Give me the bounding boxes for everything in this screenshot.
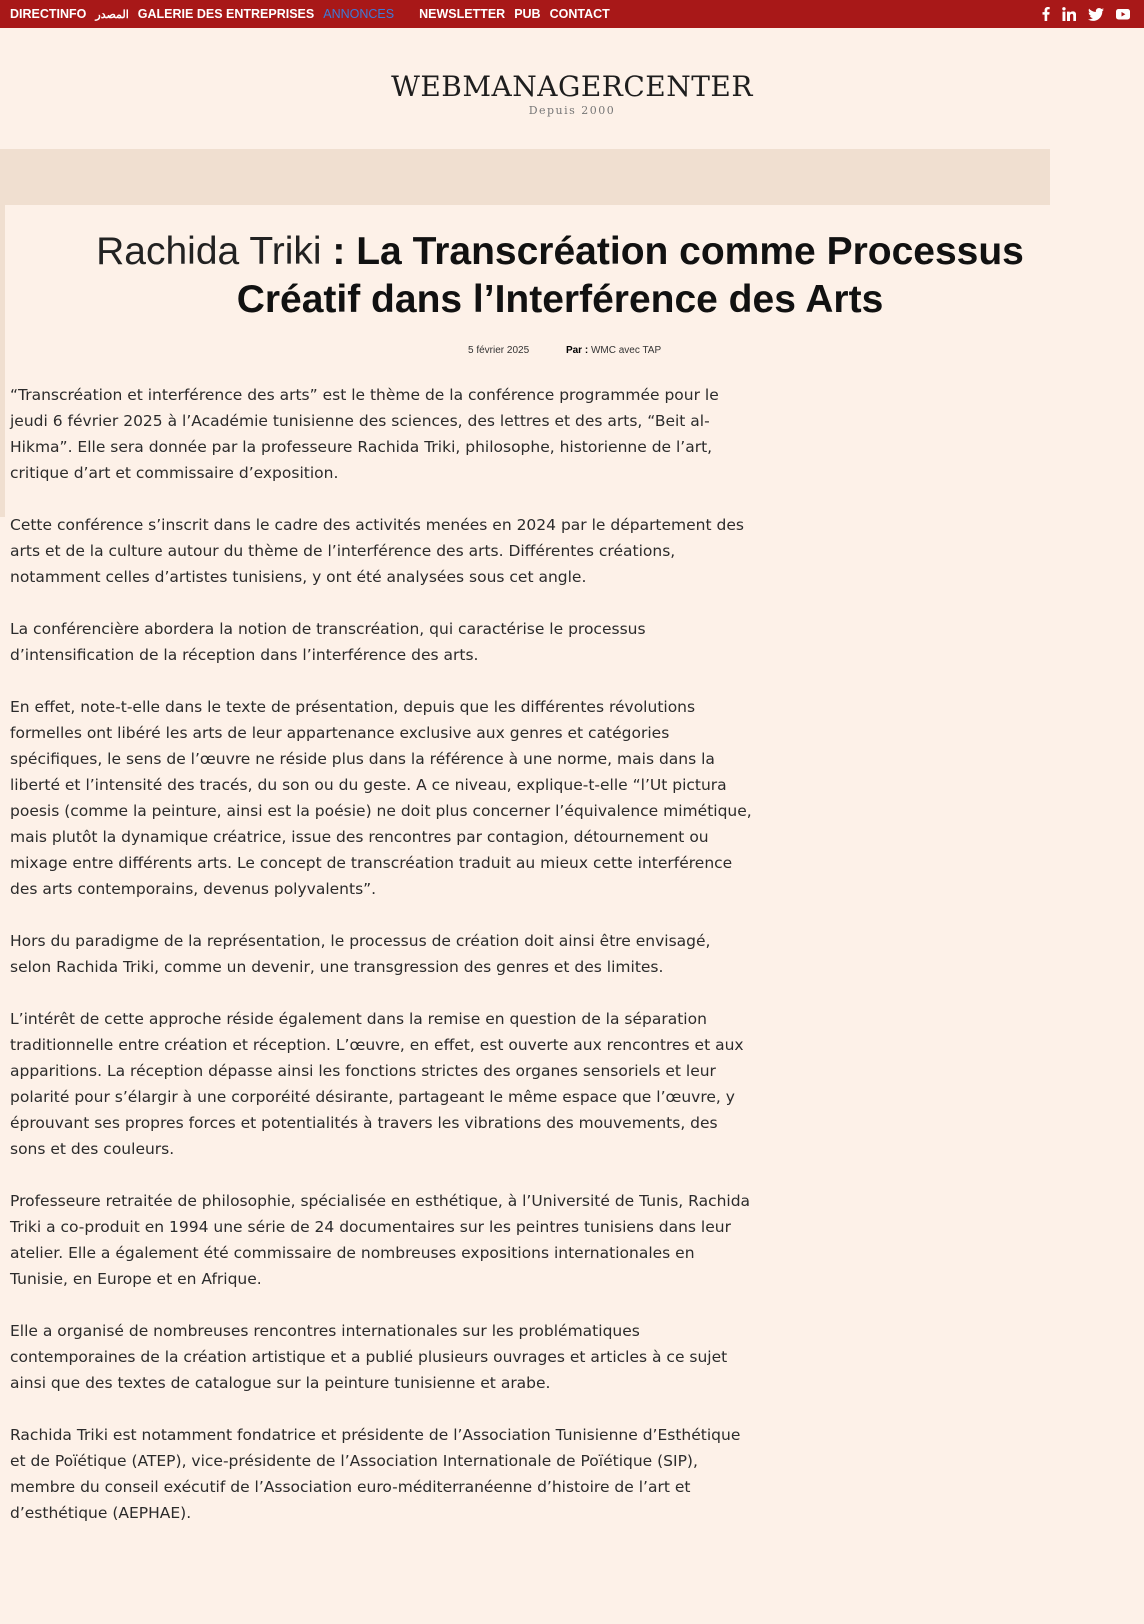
social-links xyxy=(1042,0,1130,28)
article-title xyxy=(60,228,1060,324)
nav-link-pub[interactable]: PUB xyxy=(514,7,541,21)
nav-link-galerie[interactable]: GALERIE DES ENTREPRISES xyxy=(137,7,315,21)
masthead xyxy=(0,28,1144,148)
article-paragraph: Rachida Triki est notamment fondatrice et présidente de l’Association Tunisienne d’Esthétique et de Poïétique (ATEP), vice-présidente de l’Association Internationale de Poïétique (SIP), membre du conseil exécutif de l’Association euro-méditerranéenne d’histoire de l’art et d’esthétique (AEPHAE). xyxy=(10,1426,741,1522)
article-paragraph: La conférencière abordera la notion de transcréation, qui caractérise le processus d’intensification de la réception dans l’interférence des arts. xyxy=(10,620,646,664)
article-paragraph: Elle a organisé de nombreuses rencontres internationales sur les problématiques contemporaines de la création artistique et a publié plusieurs ouvrages et articles à ce sujet ainsi que des textes de catalogue sur la peinture tunisienne et arabe. xyxy=(10,1322,728,1392)
article-paragraph: Professeure retraitée de philosophie, spécialisée en esthétique, à l’Université de Tunis, Rachida Triki a co-produit en 1994 une série de 24 documentaires sur les peintres tunisiens dans leur atelier. Elle a également été commissaire de nombreuses expositions internationales en Tunisie, en Europe et en Afrique. xyxy=(10,1192,751,1288)
article-meta xyxy=(468,345,661,356)
article-paragraph: En effet, note-t-elle dans le texte de présentation, depuis que les différentes révolutions formelles ont libéré les arts de leur appartenance exclusive aux genres et catégories spécifiques, le sens de l’œuvre ne réside plus dans la référence à une norme, mais dans la liberté et l’intensité des tracés, du son ou du geste. A ce niveau, explique-t-elle “l’Ut pictura poesis (comme la peinture, ainsi est la poésie) ne doit plus concerner l’équivalence mimétique, mais plutôt la dynamique créatrice, issue des rencontres par contagion, détournement ou mixage entre différents arts. Le concept de transcréation traduit au mieux cette interférence des arts contemporains, devenus polyvalents”. xyxy=(10,698,752,898)
article-title-name: Rachida Triki xyxy=(96,230,322,273)
nav-link-contact[interactable]: CONTACT xyxy=(549,7,610,21)
article-paragraph: Hors du paradigme de la représentation, le processus de création doit ainsi être envisagé, selon Rachida Triki, comme un devenir, une transgression des genres et des limites. xyxy=(10,932,711,976)
article-body xyxy=(10,382,752,1552)
site-logo-title[interactable]: WEBMANAGERCENTER xyxy=(391,70,753,103)
nav-link-almasdar[interactable]: المصدر xyxy=(95,8,129,21)
article-title-rest: : La Transcréation comme Processus Créatif dans l’Interférence des Arts xyxy=(236,230,1024,321)
article-paragraph: L’intérêt de cette approche réside également dans la remise en question de la séparation traditionnelle entre création et réception. L’œuvre, en effet, est ouverte aux rencontres et aux apparitions. La réception dépasse ainsi les fonctions strictes des organes sensoriels et leur polarité pour s’élargir à une corporéité désirante, partageant le même espace que l’œuvre, y éprouvant ses propres forces et potentialités à travers les vibrations des mouvements, des sons et des couleurs. xyxy=(10,1010,744,1158)
article-date: 5 février 2025 xyxy=(468,345,530,356)
linkedin-icon[interactable] xyxy=(1062,7,1076,21)
facebook-icon[interactable] xyxy=(1042,7,1050,21)
youtube-icon[interactable] xyxy=(1116,9,1130,20)
nav-link-directinfo[interactable]: DIRECTINFO xyxy=(10,7,87,21)
twitter-icon[interactable] xyxy=(1088,8,1104,21)
author-label: Par : xyxy=(565,345,589,356)
nav-link-newsletter[interactable]: NEWSLETTER xyxy=(419,7,506,21)
top-nav xyxy=(10,0,619,28)
article-author: WMC avec TAP xyxy=(588,345,662,356)
site-logo-subtitle: Depuis 2000 xyxy=(528,104,616,117)
top-nav-bar xyxy=(0,0,1144,28)
article-paragraph: “Transcréation et interférence des arts” est le thème de la conférence programmée pour le jeudi 6 février 2025 à l’Académie tunisienne des sciences, des lettres et des arts, “Beit al-Hikma”. Elle sera donnée par la professeure Rachida Triki, philosophe, historienne de l’art, critique d’art et commissaire d’exposition. xyxy=(10,386,719,482)
article-paragraph: Cette conférence s’inscrit dans le cadre des activités menées en 2024 par le département des arts et de la culture autour du thème de l’interférence des arts. Différentes créations, notamment celles d’artistes tunisiens, y ont été analysées sous cet angle. xyxy=(10,516,744,586)
nav-link-annonces[interactable]: ANNONCES xyxy=(323,7,395,21)
